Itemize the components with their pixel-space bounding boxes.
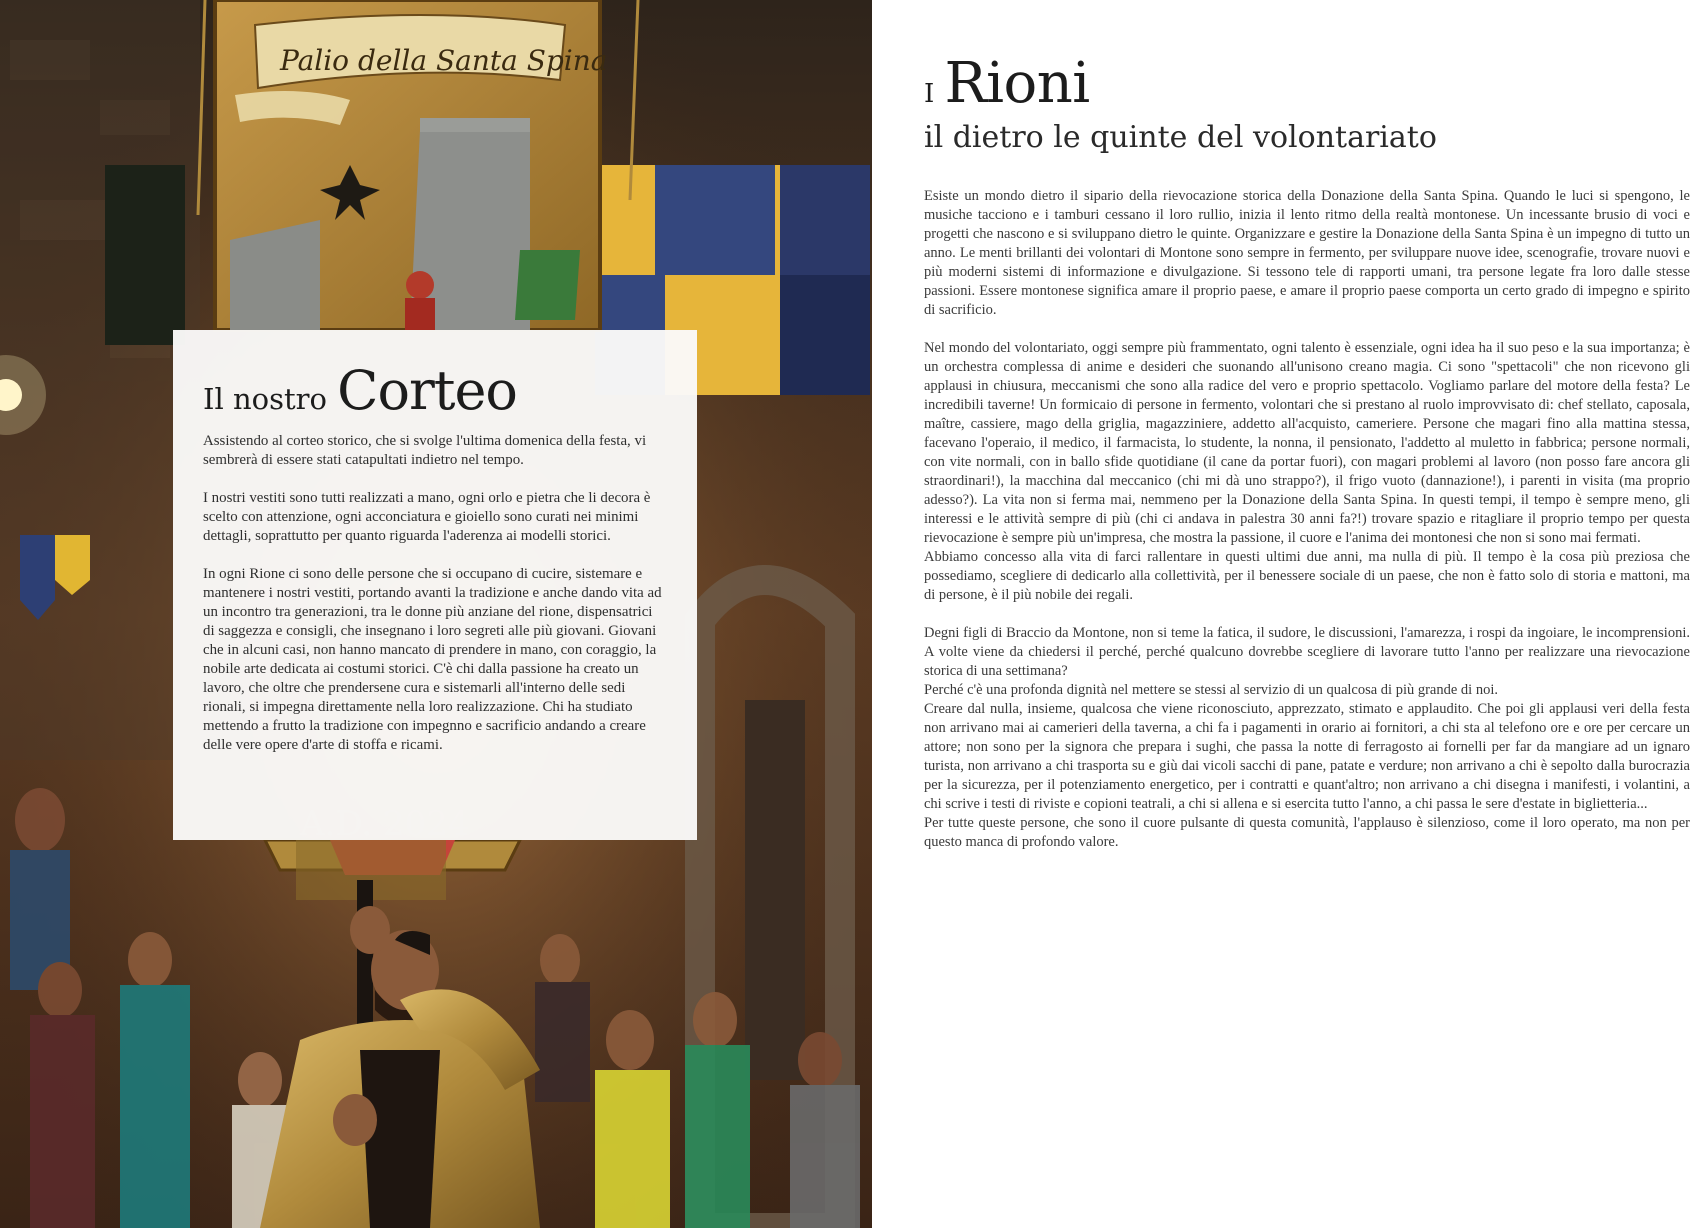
rioni-paragraph: Degni figli di Braccio da Montone, non si teme la fatica, il sudore, le discussioni, l'amarezza, i rospi da ingoiare, le incomprensioni. A volte viene da chiedersi il perché, perché qualcuno dovrebbe scegliere di lavorare tutto l'anno per realizzare una rievocazione storica di una settimana?: [924, 625, 1690, 679]
corteo-text: [203, 432, 667, 755]
rioni-page: [872, 0, 1700, 1228]
corteo-paragraph: Assistendo al corteo storico, che si svolge l'ultima domenica della festa, vi sembrerà di essere stati catapultati indietro nel tempo.: [203, 433, 647, 468]
banner-title-text: Palio della Santa Spina: [280, 44, 608, 77]
palio-banner: [215, 0, 607, 330]
rioni-subtitle: il dietro le quinte del volontariato: [924, 120, 1437, 155]
corteo-card: [173, 330, 697, 840]
rioni-paragraph: Perché c'è una profonda dignità nel mettere se stessi al servizio di un qualcosa di più grande di noi.: [924, 682, 1498, 698]
rioni-title-small: I: [924, 79, 935, 109]
rioni-title-big: Rioni: [944, 51, 1090, 116]
rioni-paragraph: Creare dal nulla, insieme, qualcosa che viene riconosciuto, apprezzato, stimato e applaudito. Che poi gli applausi veri della festa non arrivano mai ai camerieri della taverna, a chi fa i pagamenti in orario ai fornitori, a chi sta al telefono ore e ore per cercare un attore; non sono per la signora che prepara i sughi, che passa la notte di ferragosto ai fornelli per far da mangiare ad un ignaro turista, non arrivano a chi trasporta su e giù dai vicoli sacchi di pane, patate e verdure; non arrivano a chi è sepolto dalla burocrazia per la sicurezza, per il potenziamento energetico, per i contratti e quant'altro; non arrivano a chi disegna i manifesti, i volantini, a chi scrive i testi di riviste e copioni teatrali, a chi si allena e si esercita tutto l'anno, a chi passa le sere d'estate in biglietteria...: [924, 701, 1690, 812]
rioni-paragraph: Esiste un mondo dietro il sipario della rievocazione storica della Donazione della Santa Spina. Quando le luci si spengono, le musiche tacciono e i tamburi cessano il loro rullio, inizia il lento ritmo della realtà montonese. Un incessante brusio di voci e progetti che nascono e si sviluppano dietro le quinte. Organizzare e gestire la Donazione della Santa Spina è un impegno di tutto un anno. Le menti brillanti dei volontari di Montone sono sempre in fermento, per sviluppare nuove idee, scenografie, trovare nuovi e più moderni sistemi di informazione e divulgazione. Si tessono tele di rapporti umani, tra persone legate fra loro dalle stesse passioni. Essere montonese significa amare il proprio paese, e amare il proprio paese comporta un certo grado di impegno e spirito di sacrificio.: [924, 188, 1690, 318]
corteo-title: [203, 359, 667, 422]
corteo-title-big: Corteo: [337, 359, 517, 422]
corteo-paragraph: I nostri vestiti sono tutti realizzati a mano, ogni orlo e pietra che li decora è scelto con attenzione, ogni acconciatura e gioiello sono curati nei minimi dettagli, soprattutto per quanto riguarda l'aderenza ai modelli storici.: [203, 490, 651, 544]
rioni-paragraph: Per tutte queste persone, che sono il cuore pulsante di questa comunità, l'applauso è silenzioso, come il loro operato, ma non per questo manca di profondo valore.: [924, 815, 1690, 850]
window: [105, 165, 185, 345]
rioni-text: [924, 187, 1690, 852]
rioni-title: [924, 51, 1090, 116]
rioni-paragraph: Abbiamo concesso alla vita di farci rallentare in questi ultimi due anni, ma nulla di più. Il tempo è la cosa più preziosa che possediamo, scegliere di dedicarlo alla collettività, per il benessere sociale di un paese, che non è fatto solo di storia e mattoni, ma di persone, è il più nobile dei regali.: [924, 549, 1690, 603]
rioni-paragraph: Nel mondo del volontariato, oggi sempre più frammentato, ogni talento è essenziale, ogni idea ha il suo peso e la sua importanza; è un orchestra complessa di anime e desideri che suonando all'unisono creano magia. Ci sono "spettacoli" che non ricevono gli applausi in chiusura, meccanismi che sono alla radice del vero e proprio spettacolo. Vogliamo parlare del motore della festa? Le incredibili taverne! Un formicaio di persone in fermento, volontari che si prestano al ruolo improvvisato di: chef stellato, caposala, maître, cassiere, mago della griglia, magazziniere, addetto all'acquisto, cameriere. Persone che magari fino alla mattina stessa, facevano l'operaio, il medico, il farmacista, lo studente, la nonna, il pensionato, l'addetto al muletto in fabbrica; persone normali, con vite normali, con in ballo sfide quotidiane (il cane da portar fuori), con magari problemi al lavoro (non posso fare ancora gli straordinari!), la macchina dal meccanico (chi mi dà uno strappo?), il frigo vuoto (dannazione!), i parenti in visita (ma proprio adesso?). La vita non si ferma mai, nemmeno per la Donazione della Santa Spina. In questi tempi, il tempo è sempre meno, gli interessi e le attività sempre di più (chi ci andava in palestra 30 anni fa?!) trovare spazio e ritagliare il proprio tempo per questa rievocazione è sempre più un'impresa, che mostra la passione, il cuore e l'anima dei montonesi che non si sono mai fermati.: [924, 340, 1690, 546]
corteo-paragraph: In ogni Rione ci sono delle persone che si occupano di cucire, sistemare e mantenere i nostri vestiti, portando avanti la tradizione e anche dando vita ad un incontro tra generazioni, tra le donne più anziane del rione, dispensatrici di saggezza e consigli, che insegnano i loro segreti alle più giovani. Giovani che in alcuni casi, non hanno mancato di prendere in mano, con coraggio, la nobile arte dedicata ai costumi storici. C'è chi dalla passione ha creato un lavoro, che oltre che prendersene cura e sistemarli all'interno delle sedi rionali, si impegna direttamente nella loro realizzazione. Chi ha studiato mettendo a frutto la tradizione con impegnno e sacrificio andando a creare delle vere opere d'arte di stoffa e ricami.: [203, 566, 662, 753]
corteo-title-small: Il nostro: [203, 382, 327, 416]
